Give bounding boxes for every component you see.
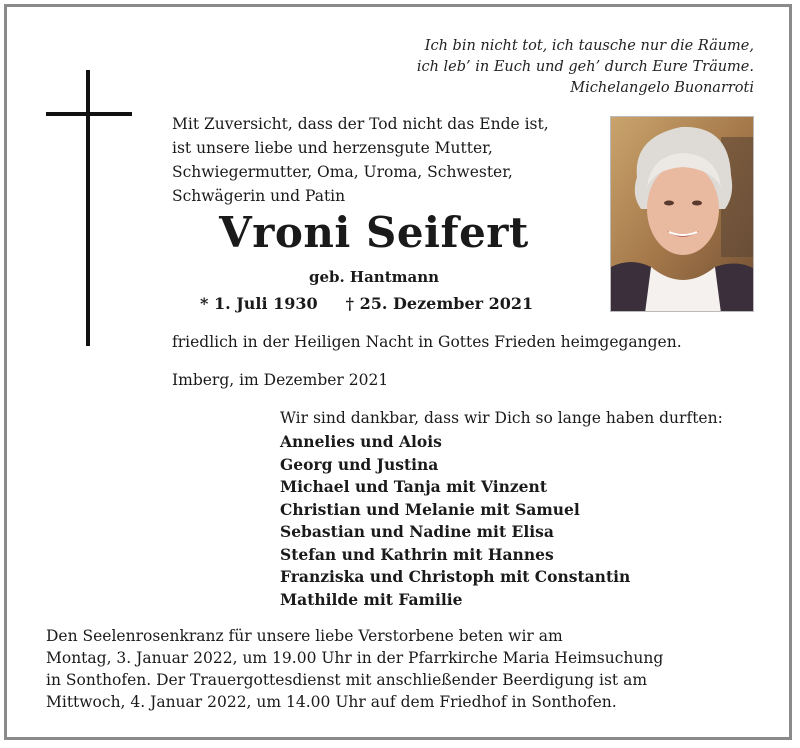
family-list	[280, 431, 630, 611]
intro-text	[172, 112, 549, 208]
quote-author: Michelangelo Buonarroti	[570, 80, 754, 96]
intro-line: Mit Zuversicht, dass der Tod nicht das Ende ist,	[172, 115, 549, 133]
list-item: Mathilde mit Familie	[280, 589, 463, 609]
deceased-name: Vroni Seifert	[219, 208, 529, 257]
service-line: Den Seelenrosenkranz für unsere liebe Verstorbene beten wir am	[46, 627, 563, 645]
intro-line: ist unsere liebe und herzensgute Mutter,	[172, 139, 493, 157]
quote-line: Ich bin nicht tot, ich tausche nur die Räume,	[424, 38, 754, 54]
cross-icon-bar	[46, 112, 132, 116]
list-item: Georg und Justina	[280, 454, 439, 474]
list-item: Stefan und Kathrin mit Hannes	[280, 544, 554, 564]
quote-block	[417, 36, 754, 99]
death-date: † 25. Dezember 2021	[345, 294, 534, 313]
service-info	[46, 625, 663, 713]
portrait-photo	[610, 116, 754, 312]
list-item: Sebastian und Nadine mit Elisa	[280, 522, 554, 541]
service-line: Montag, 3. Januar 2022, um 19.00 Uhr in der Pfarrkirche Maria Heimsuchung	[46, 649, 664, 667]
service-line: Mittwoch, 4. Januar 2022, um 14.00 Uhr auf dem Friedhof in Sonthofen.	[46, 693, 617, 711]
birth-name: geb. Hantmann	[308, 268, 440, 286]
list-item: Annelies und Alois	[280, 432, 442, 451]
intro-line: Schwiegermutter, Oma, Uroma, Schwester,	[172, 163, 513, 181]
passed-text: friedlich in der Heiligen Nacht in Gottes Frieden heimgegangen.	[172, 333, 682, 351]
list-item: Christian und Melanie mit Samuel	[280, 499, 580, 519]
portrait-image	[611, 117, 754, 312]
list-item: Franziska und Christoph mit Constantin	[280, 567, 631, 586]
service-line: in Sonthofen. Der Trauergottesdienst mit anschließender Beerdigung ist am	[46, 671, 648, 689]
intro-line: Schwägerin und Patin	[172, 187, 346, 205]
quote-line: ich leb’ in Euch und geh’ durch Eure Träume.	[416, 59, 754, 75]
birth-date: * 1. Juli 1930	[200, 294, 318, 313]
life-dates	[200, 294, 533, 313]
thanks-text: Wir sind dankbar, dass wir Dich so lange haben durften:	[280, 409, 723, 427]
list-item: Michael und Tanja mit Vinzent	[280, 477, 547, 496]
place-date: Imberg, im Dezember 2021	[172, 371, 389, 389]
